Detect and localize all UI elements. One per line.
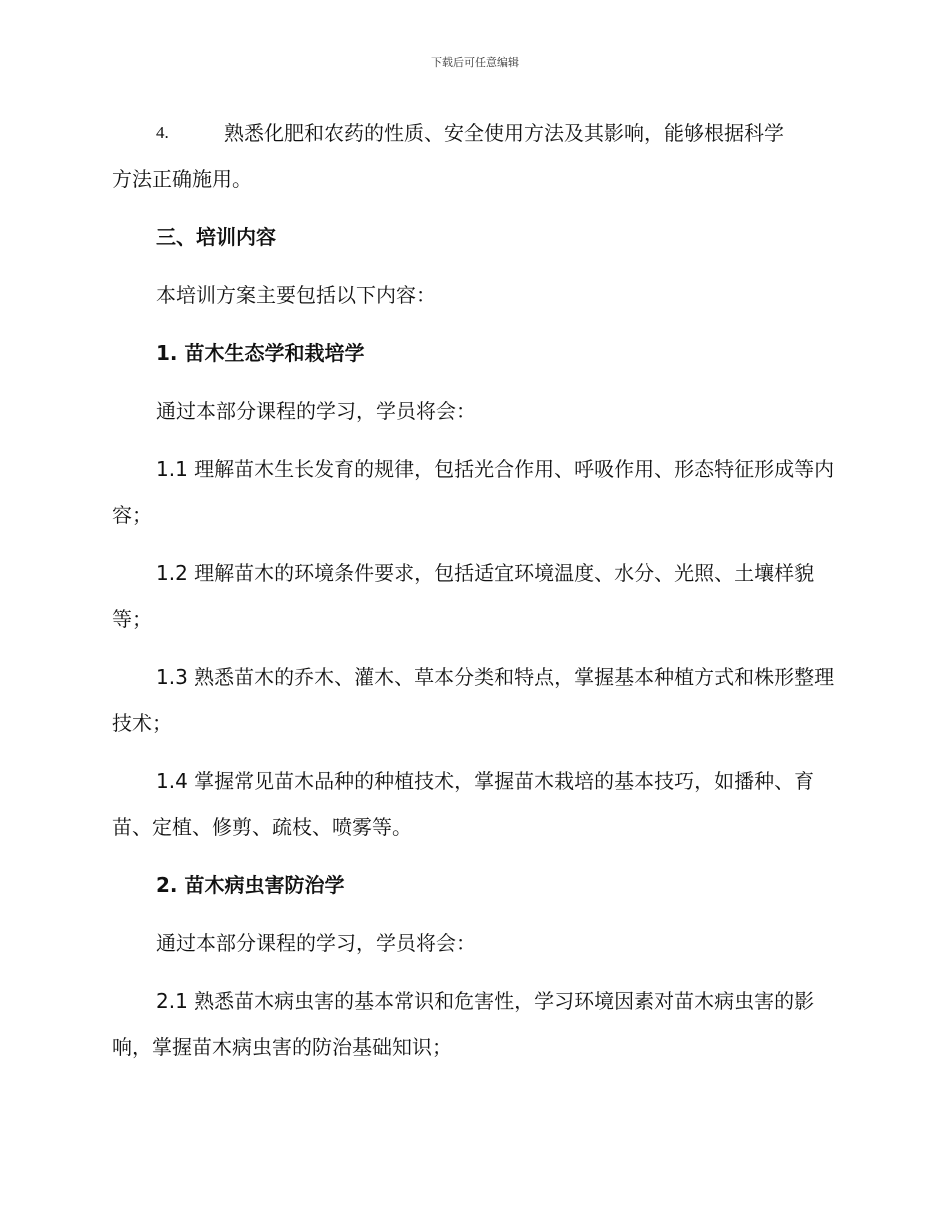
part2-item: 2.1 熟悉苗木病虫害的基本常识和危害性，学习环境因素对苗木病虫害的影响，掌握苗木病虫害的防治基础知识；	[112, 989, 815, 1059]
list-item-text-line2: 方法正确施用。	[112, 167, 252, 191]
part1-item: 1.3 熟悉苗木的乔木、灌木、草本分类和特点，掌握基本种植方式和株形整理技术；	[112, 665, 835, 735]
document-body	[112, 110, 836, 1070]
section-heading: 三、培训内容	[156, 225, 276, 249]
list-item-4	[112, 110, 836, 156]
part2-heading: 2. 苗木病虫害防治学	[156, 873, 345, 897]
list-item-number: 4.	[156, 123, 169, 142]
part2-lead: 通过本部分课程的学习，学员将会：	[156, 931, 476, 955]
part1-heading: 1. 苗木生态学和栽培学	[156, 341, 365, 365]
list-item-text-line1: 熟悉化肥和农药的性质、安全使用方法及其影响，能够根据科学	[224, 121, 784, 145]
section-intro: 本培训方案主要包括以下内容：	[156, 283, 436, 307]
part1-item: 1.4 掌握常见苗木品种的种植技术，掌握苗木栽培的基本技巧，如播种、育苗、定植、修剪、疏枝、喷雾等。	[112, 769, 815, 839]
part1-lead: 通过本部分课程的学习，学员将会：	[156, 399, 476, 423]
part1-item: 1.2 理解苗木的环境条件要求，包括适宜环境温度、水分、光照、土壤样貌等；	[112, 561, 815, 631]
header-note: 下载后可任意编辑	[431, 56, 519, 69]
part1-item: 1.1 理解苗木生长发育的规律，包括光合作用、呼吸作用、形态特征形成等内容；	[112, 457, 835, 527]
